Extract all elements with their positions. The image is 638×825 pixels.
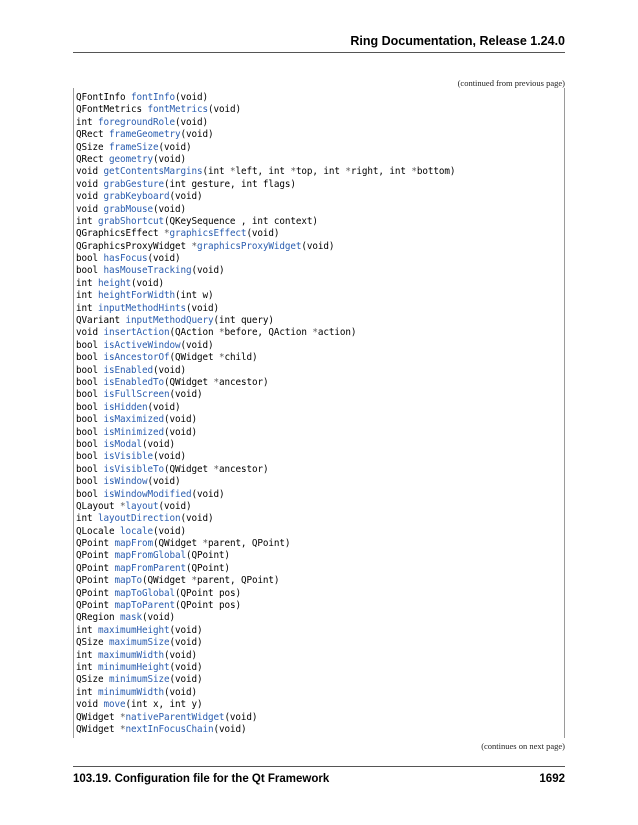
function-name-link[interactable]: fontInfo xyxy=(130,92,175,103)
function-args: (void) xyxy=(185,302,219,314)
page-header-title: Ring Documentation, Release 1.24.0 xyxy=(350,34,565,48)
return-type: QLayout xyxy=(76,500,120,512)
function-args: (void) xyxy=(158,500,192,512)
code-line xyxy=(76,563,455,575)
function-name-link[interactable]: minimumHeight xyxy=(98,661,170,673)
code-line xyxy=(76,501,455,513)
function-args: (void) xyxy=(163,426,197,438)
function-args: (QPoint pos) xyxy=(174,587,241,599)
code-line xyxy=(76,104,455,116)
return-type: bool xyxy=(76,401,104,413)
code-line xyxy=(76,674,455,686)
function-args: (void) xyxy=(180,513,214,525)
function-args: (int x, int y) xyxy=(125,699,203,711)
return-type: QRect xyxy=(76,153,109,165)
function-args: (void) xyxy=(147,401,181,413)
function-args: (void) xyxy=(180,339,214,351)
return-type: bool xyxy=(76,426,104,438)
function-name-link[interactable]: grabShortcut xyxy=(98,215,164,227)
footer-section-title: 103.19. Configuration file for the Qt Framework xyxy=(73,773,330,785)
return-type: bool xyxy=(76,463,104,475)
function-name-link[interactable]: height xyxy=(98,277,131,289)
return-type: QPoint xyxy=(76,600,115,612)
code-line xyxy=(76,191,455,203)
return-type: QSize xyxy=(76,674,109,686)
code-line xyxy=(76,625,455,637)
code-line xyxy=(76,724,455,736)
return-type: void xyxy=(76,178,104,190)
function-name-link[interactable]: graphicsProxyWidget xyxy=(196,240,302,252)
function-args: (void) xyxy=(141,438,175,450)
function-args: (QPoint) xyxy=(185,562,230,574)
code-line xyxy=(76,575,455,587)
return-type: int xyxy=(76,513,98,525)
function-name-link[interactable]: heightForWidth xyxy=(98,290,175,302)
code-line xyxy=(76,340,455,352)
function-name-link[interactable]: maximumHeight xyxy=(98,624,170,636)
function-name-link[interactable]: inputMethodQuery xyxy=(125,315,214,327)
code-line xyxy=(76,451,455,463)
function-args: (void) xyxy=(141,612,175,624)
return-type: bool xyxy=(76,488,104,500)
code-line xyxy=(76,241,455,253)
function-name-link[interactable]: isModal xyxy=(103,438,142,450)
code-line xyxy=(76,439,455,451)
function-name-link[interactable]: mapTo xyxy=(114,575,142,587)
function-args: (QWidget *ancestor) xyxy=(163,376,269,388)
return-type: QVariant xyxy=(76,315,126,327)
return-type: bool xyxy=(76,438,104,450)
function-args: (void) xyxy=(224,711,258,723)
function-args: (void) xyxy=(180,129,214,141)
return-type: bool xyxy=(76,253,104,265)
code-line xyxy=(76,253,455,265)
return-type: QRect xyxy=(76,129,109,141)
function-args: (int gesture, int flags) xyxy=(163,178,296,190)
function-name-link[interactable]: isHidden xyxy=(103,401,148,413)
function-name-link[interactable]: foregroundRole xyxy=(98,116,175,128)
code-line xyxy=(76,588,455,600)
footer-page-number: 1692 xyxy=(539,773,565,785)
code-line xyxy=(76,166,455,178)
code-line xyxy=(76,278,455,290)
code-line xyxy=(76,129,455,141)
pointer-star: * xyxy=(218,327,225,339)
code-line xyxy=(76,315,455,327)
function-name-link[interactable]: frameGeometry xyxy=(108,129,181,141)
return-type: QPoint xyxy=(76,587,115,599)
code-line xyxy=(76,637,455,649)
code-line xyxy=(76,92,455,104)
function-args: (void) xyxy=(152,153,186,165)
return-type: QFontInfo xyxy=(76,92,131,103)
function-name-link[interactable]: move xyxy=(103,699,126,711)
return-type: QWidget xyxy=(76,711,120,723)
function-name-link[interactable]: grabMouse xyxy=(103,203,153,215)
pointer-star: * xyxy=(119,500,126,512)
pointer-star: * xyxy=(191,240,197,252)
function-name-link[interactable]: fontMetrics xyxy=(147,104,208,116)
code-line xyxy=(76,117,455,129)
function-name-link[interactable]: isEnabledTo xyxy=(103,376,164,388)
function-args: (void) xyxy=(130,277,164,289)
header-divider xyxy=(73,52,565,53)
function-args: (void) xyxy=(191,488,225,500)
function-name-link[interactable]: nextInFocusChain xyxy=(125,723,214,735)
function-args: (void) xyxy=(169,674,203,686)
code-line xyxy=(76,464,455,476)
function-args: (QPoint) xyxy=(185,550,230,562)
function-name-link[interactable]: grabGesture xyxy=(103,178,164,190)
function-args: (QWidget *child) xyxy=(169,352,258,364)
pointer-star: * xyxy=(119,723,126,735)
function-name-link[interactable]: geometry xyxy=(108,153,153,165)
code-line xyxy=(76,265,455,277)
return-type: QRegion xyxy=(76,612,120,624)
function-args: (void) xyxy=(158,141,192,153)
function-name-link[interactable]: grabKeyboard xyxy=(103,191,170,203)
code-line xyxy=(76,228,455,240)
pointer-star: * xyxy=(213,463,219,475)
return-type: bool xyxy=(76,476,104,488)
function-name-link[interactable]: nativeParentWidget xyxy=(125,711,225,723)
function-name-link[interactable]: graphicsEffect xyxy=(169,228,247,240)
function-name-link[interactable]: isWindow xyxy=(103,476,148,488)
return-type: bool xyxy=(76,352,104,364)
return-type: QWidget xyxy=(76,723,120,735)
return-type: bool xyxy=(76,339,104,351)
function-name-link[interactable]: isWindowModified xyxy=(103,488,192,500)
function-args: (void) xyxy=(246,228,280,240)
function-name-link[interactable]: layout xyxy=(125,500,159,512)
return-type: QFontMetrics xyxy=(76,104,148,116)
function-args: (void) xyxy=(213,723,247,735)
return-type: void xyxy=(76,166,104,178)
code-line xyxy=(76,179,455,191)
pointer-star: * xyxy=(218,352,225,364)
function-name-link[interactable]: insertAction xyxy=(103,327,170,339)
return-type: QGraphicsProxyWidget xyxy=(76,240,192,252)
code-line xyxy=(76,427,455,439)
function-name-link[interactable]: mask xyxy=(119,612,142,624)
return-type: bool xyxy=(76,451,104,463)
code-line xyxy=(76,650,455,662)
function-args: (void) xyxy=(174,92,208,103)
code-line xyxy=(76,303,455,315)
pointer-star: * xyxy=(191,575,197,587)
pointer-star: * xyxy=(312,327,318,339)
function-name-link[interactable]: locale xyxy=(119,525,153,537)
function-name-link[interactable]: isMinimized xyxy=(103,426,164,438)
function-name-link[interactable]: layoutDirection xyxy=(98,513,181,525)
code-line xyxy=(76,377,455,389)
function-name-link[interactable]: isEnabled xyxy=(103,364,153,376)
return-type: void xyxy=(76,327,104,339)
return-type: bool xyxy=(76,376,104,388)
function-args: (QWidget *parent, QPoint) xyxy=(141,575,280,587)
function-name-link[interactable]: isActiveWindow xyxy=(103,339,181,351)
pointer-star: * xyxy=(411,166,417,178)
function-name-link[interactable]: mapToGlobal xyxy=(114,587,175,599)
function-args: (QPoint pos) xyxy=(174,600,241,612)
function-name-link[interactable]: mapToParent xyxy=(114,600,175,612)
code-line xyxy=(76,550,455,562)
function-args: (int *left, int *top, int *right, int *bottom) xyxy=(202,166,456,178)
function-args: (void) xyxy=(152,525,186,537)
function-args: (int query) xyxy=(213,315,274,327)
function-name-link[interactable]: minimumSize xyxy=(108,674,170,686)
code-line xyxy=(76,414,455,426)
function-name-link[interactable]: mapFrom xyxy=(114,538,153,550)
code-line xyxy=(76,142,455,154)
code-line xyxy=(76,699,455,711)
code-line xyxy=(76,513,455,525)
footer-divider xyxy=(73,766,565,767)
function-name-link[interactable]: isFullScreen xyxy=(103,389,170,401)
return-type: int xyxy=(76,290,98,302)
return-type: QGraphicsEffect xyxy=(76,228,164,240)
function-args: (void) xyxy=(174,116,208,128)
function-name-link[interactable]: hasFocus xyxy=(103,253,148,265)
function-args: (void) xyxy=(169,637,203,649)
code-line xyxy=(76,600,455,612)
function-args: (void) xyxy=(169,389,203,401)
return-type: void xyxy=(76,699,104,711)
return-type: QPoint xyxy=(76,538,115,550)
function-args: (void) xyxy=(163,414,197,426)
return-type: int xyxy=(76,661,98,673)
function-args: (QKeySequence , int context) xyxy=(163,215,318,227)
pointer-star: * xyxy=(202,538,208,550)
return-type: int xyxy=(76,686,98,698)
code-line xyxy=(76,327,455,339)
return-type: bool xyxy=(76,364,104,376)
pointer-star: * xyxy=(119,711,126,723)
function-name-link[interactable]: isMaximized xyxy=(103,414,164,426)
code-line xyxy=(76,662,455,674)
code-line xyxy=(76,402,455,414)
return-type: int xyxy=(76,215,98,227)
function-args: (void) xyxy=(207,104,241,116)
function-name-link[interactable]: minimumWidth xyxy=(98,686,164,698)
code-line xyxy=(76,526,455,538)
function-args: (void) xyxy=(147,476,181,488)
return-type: void xyxy=(76,203,104,215)
function-args: (void) xyxy=(163,686,197,698)
return-type: QSize xyxy=(76,637,109,649)
function-args: (void) xyxy=(163,649,197,661)
code-line xyxy=(76,389,455,401)
return-type: QLocale xyxy=(76,525,120,537)
return-type: int xyxy=(76,624,98,636)
function-name-link[interactable]: isVisible xyxy=(103,451,153,463)
return-type: QPoint xyxy=(76,550,115,562)
function-name-link[interactable]: hasMouseTracking xyxy=(103,265,192,277)
function-args: (QWidget *parent, QPoint) xyxy=(152,538,291,550)
return-type: bool xyxy=(76,389,104,401)
code-line xyxy=(76,365,455,377)
return-type: QPoint xyxy=(76,562,115,574)
function-args: (QWidget *ancestor) xyxy=(163,463,269,475)
code-line xyxy=(76,712,455,724)
function-args: (void) xyxy=(147,253,181,265)
pointer-star: * xyxy=(229,166,236,178)
function-args: (void) xyxy=(169,624,203,636)
continues-on-note: (continues on next page) xyxy=(481,741,565,751)
code-line xyxy=(76,290,455,302)
pointer-star: * xyxy=(290,166,296,178)
pointer-star: * xyxy=(345,166,351,178)
return-type: QPoint xyxy=(76,575,115,587)
code-line xyxy=(76,489,455,501)
code-line xyxy=(76,687,455,699)
return-type: bool xyxy=(76,265,104,277)
function-name-link[interactable]: isAncestorOf xyxy=(103,352,170,364)
return-type: void xyxy=(76,191,104,203)
function-name-link[interactable]: inputMethodHints xyxy=(98,302,186,314)
function-args: (void) xyxy=(152,203,186,215)
code-line xyxy=(76,204,455,216)
code-line xyxy=(76,612,455,624)
return-type: int xyxy=(76,649,98,661)
function-args: (void) xyxy=(152,451,186,463)
function-args: (QAction *before, QAction *action) xyxy=(169,327,357,339)
pointer-star: * xyxy=(163,228,170,240)
return-type: int xyxy=(76,277,98,289)
function-name-link[interactable]: mapFromParent xyxy=(114,562,186,574)
code-line xyxy=(76,154,455,166)
function-name-link[interactable]: isVisibleTo xyxy=(103,463,164,475)
function-name-link[interactable]: getContentsMargins xyxy=(103,166,203,178)
function-args: (void) xyxy=(301,240,335,252)
code-block xyxy=(76,92,455,736)
return-type: QSize xyxy=(76,141,109,153)
return-type: int xyxy=(76,302,98,314)
return-type: int xyxy=(76,116,98,128)
function-args: (void) xyxy=(169,661,203,673)
function-args: (int w) xyxy=(174,290,214,302)
code-line xyxy=(76,538,455,550)
function-name-link[interactable]: maximumSize xyxy=(108,637,170,649)
function-name-link[interactable]: frameSize xyxy=(108,141,159,153)
function-args: (void) xyxy=(191,265,225,277)
code-line xyxy=(76,216,455,228)
function-name-link[interactable]: maximumWidth xyxy=(98,649,164,661)
continued-from-note: (continued from previous page) xyxy=(457,78,565,88)
return-type: bool xyxy=(76,414,104,426)
function-args: (void) xyxy=(152,364,186,376)
function-args: (void) xyxy=(169,191,203,203)
code-line xyxy=(76,352,455,364)
function-name-link[interactable]: mapFromGlobal xyxy=(114,550,186,562)
pointer-star: * xyxy=(213,376,219,388)
code-line xyxy=(76,476,455,488)
